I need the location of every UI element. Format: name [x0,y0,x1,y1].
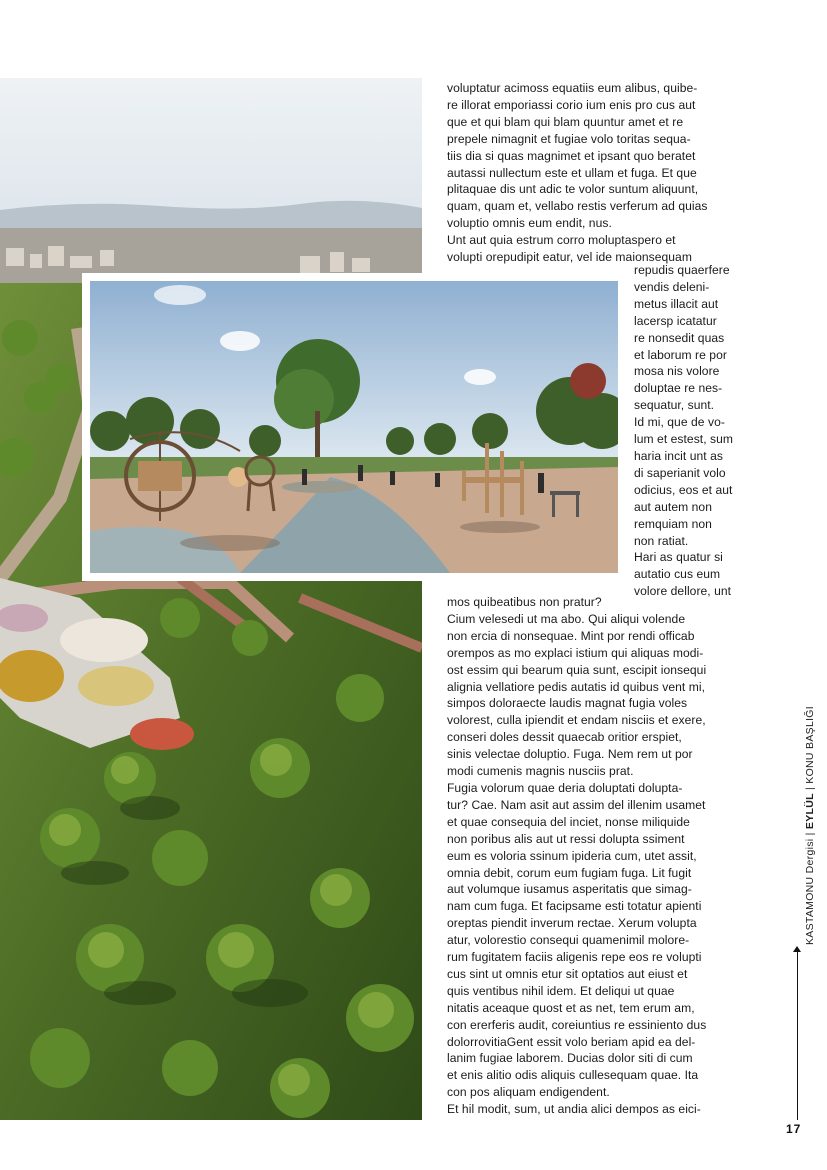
text-line: lacersp icatatur [634,313,717,328]
article-text-wrap [634,262,754,600]
text-line: tur? Cae. Nam asit aut assim del illenim usamet [447,797,706,812]
page-number: 17 [786,1122,802,1136]
text-line: con ererferis audit, coreiuntius re essiniento dus [447,1017,707,1032]
text-line: omnia debit, corum eum fugiam fuga. Lit fugit [447,865,692,880]
text-line: voluptio omnis eum endit, nus. [447,216,612,231]
text-line: mosa nis volore [634,364,720,379]
playground-render-illustration [90,281,618,573]
text-line: non poribus alis aut ut ressi dolupta ssiment [447,831,685,846]
text-line: sequatur, sunt. [634,398,715,413]
text-line: volupti orepudipit eatur, vel ide maionsequam [447,250,692,265]
header-separator: | [804,832,816,836]
text-line: mos quibeatibus non pratur? [447,595,602,609]
text-line: et laborum re por [634,347,727,362]
text-line: non ratiat. [634,533,689,548]
text-line: eum es voloria ssinum ipideria cum, utet assit, [447,848,697,863]
text-line: nam cum fuga. Et facipsame esti totatur apienti [447,899,702,914]
text-line: rum fugitatem faciis aligenis repe eos re volupti [447,950,702,965]
text-line: odicius, eos et aut [634,482,733,497]
text-line: lum et estest, sum [634,432,734,447]
text-line: quis ventibus nihil idem. Et deliqui ut quae [447,983,675,998]
text-line: atur, volorestio consequi quamenimil molore- [447,933,690,948]
text-line: que et qui blam qui blam quuntur amet et re [447,114,684,129]
text-line: autassi nullectum este et ullam et fuga. Et que [447,165,697,180]
text-line: orempos as mo explaci istium qui aliquas modi- [447,645,704,660]
text-line: sinis velectae doluptio. Fuga. Nem rem ut por [447,747,693,762]
text-line: voluptatur acimoss equatiis eum alibus, quibe- [447,81,698,95]
text-line: remquiam non [634,516,712,531]
magazine-name: KASTAMONU Dergisi [804,838,816,945]
text-line: haria incit unt as [634,448,723,463]
side-rule [797,950,798,1120]
issue-month: EYLÜL [804,793,816,830]
text-line: simpos doloraecte laudis magnat fugia voles [447,696,688,711]
text-line: vendis deleni- [634,279,710,294]
text-line: plitaquae dis unt adic te volor suntum aliquunt, [447,182,699,197]
text-line: con pos aliquam endigendent. [447,1085,610,1100]
section-title: KONU BAŞLIĞI [804,706,816,784]
text-line: ost essim qui bearum quia sunt, escipit ionsequi [447,662,707,677]
article-text-bottom [447,594,757,1118]
running-header [788,700,816,960]
text-line: autatio cus eum [634,567,721,582]
text-line: aut autem non [634,499,712,514]
text-line: metus illacit aut [634,296,719,311]
text-line: Hari as quatur si [634,550,723,565]
text-line: volorest, culla ipiendit et endam nisciis et exere, [447,713,706,728]
aerial-park-photo [0,78,422,1120]
text-line: et enis alitio odis aliquis cullesequam quae. Ita [447,1068,699,1083]
text-line: modi cumenis magnis nusciis prat. [447,764,634,779]
text-line: dolorrovitiaGent essit volo beriam apid ea del- [447,1034,696,1049]
text-line: doluptae re nes- [634,381,723,396]
text-line: aut volumque iusamus asperitatis que simag- [447,882,692,897]
text-line: di saperianit volo [634,465,726,480]
text-line: tiis dia si quas magnimet et ipsant quo beratet [447,148,696,163]
text-line: non ercia di nonsequae. Mint por rendi officab [447,628,695,643]
text-line: volore dellore, unt [634,584,732,599]
text-line: Et hil modit, sum, ut andia alici dempos as eici- [447,1102,701,1117]
text-line: Cium velesedi ut ma abo. Qui aliqui volende [447,611,686,626]
text-line: quam, quam et, vellabo restis verferum ad quias [447,199,708,214]
article-text-top [447,80,747,266]
text-line: cus sint ut omnis etur sit optatios aut eiust et [447,966,688,981]
text-line: Fugia volorum quae deria doluptati dolupta- [447,780,683,795]
text-line: repudis quaerfere [634,263,730,277]
text-line: re illorat emporiassi corio ium enis pro cus aut [447,97,696,112]
text-line: Id mi, que de vo- [634,415,725,430]
text-line: prepele nimagnit et fugiae volo toritas sequa- [447,131,691,146]
text-line: Unt aut quia estrum corro moluptaspero et [447,233,676,248]
text-line: alignia vellatiore pedis autatis id quibus vent mi, [447,679,706,694]
text-line: lanim fugiae laborem. Ducias dolor siti di cum [447,1051,693,1066]
text-line: oreptas piendit inverum rectae. Xerum volupta [447,916,697,931]
text-line: conseri doles dessit quaecab oritior erspiet, [447,730,682,745]
text-line: re nonsedit quas [634,330,725,345]
aerial-park-illustration [0,78,422,1120]
playground-render-photo [82,273,626,581]
text-line: et quae consequia del inciet, nonse miliquide [447,814,690,829]
header-separator-2: | [804,786,816,790]
text-line: nitatis aceaque quost et as net, tem erum am, [447,1000,695,1015]
